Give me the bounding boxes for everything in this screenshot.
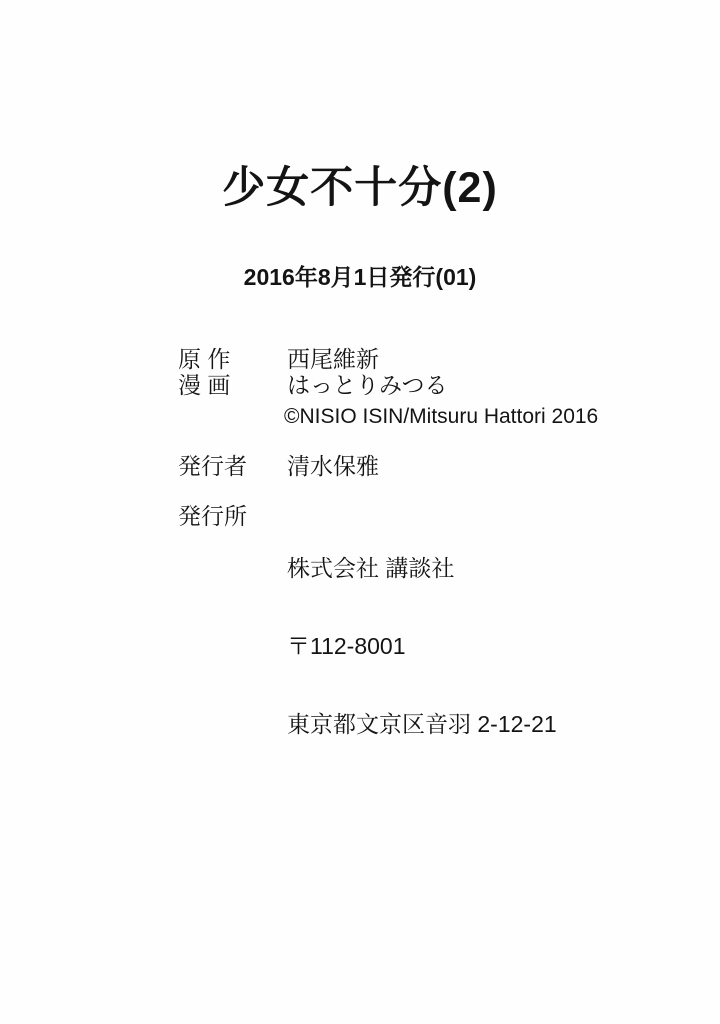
credit-label-original-work: 原 作 [178,346,231,372]
publisher-person-label: 発行者 [178,453,247,479]
publisher-office-label: 発行所 [178,503,247,529]
publisher-person-value: 清水保雅 [287,453,379,479]
copyright-line: ©NISIO ISIN/Mitsuru Hattori 2016 [284,405,599,428]
publisher-postal-code: 〒112-8001 [287,633,406,659]
publisher-company-name: 株式会社 講談社 [287,555,455,581]
book-title: 少女不十分(2) [222,164,498,212]
credits-block [178,346,598,789]
publisher-office-details [287,503,557,789]
publication-date: 2016年8月1日発行(01) [243,264,477,290]
credit-row-manga [178,372,598,398]
publisher-address: 東京都文京区音羽 2-12-21 [287,711,557,737]
publisher-person-row [178,453,598,479]
publisher-office-row [178,503,598,789]
credit-row-original-work [178,346,598,372]
credit-value-manga: はっとりみつる [287,372,448,398]
credit-value-original-work: 西尾維新 [287,346,379,372]
credit-label-manga: 漫 画 [178,372,231,398]
